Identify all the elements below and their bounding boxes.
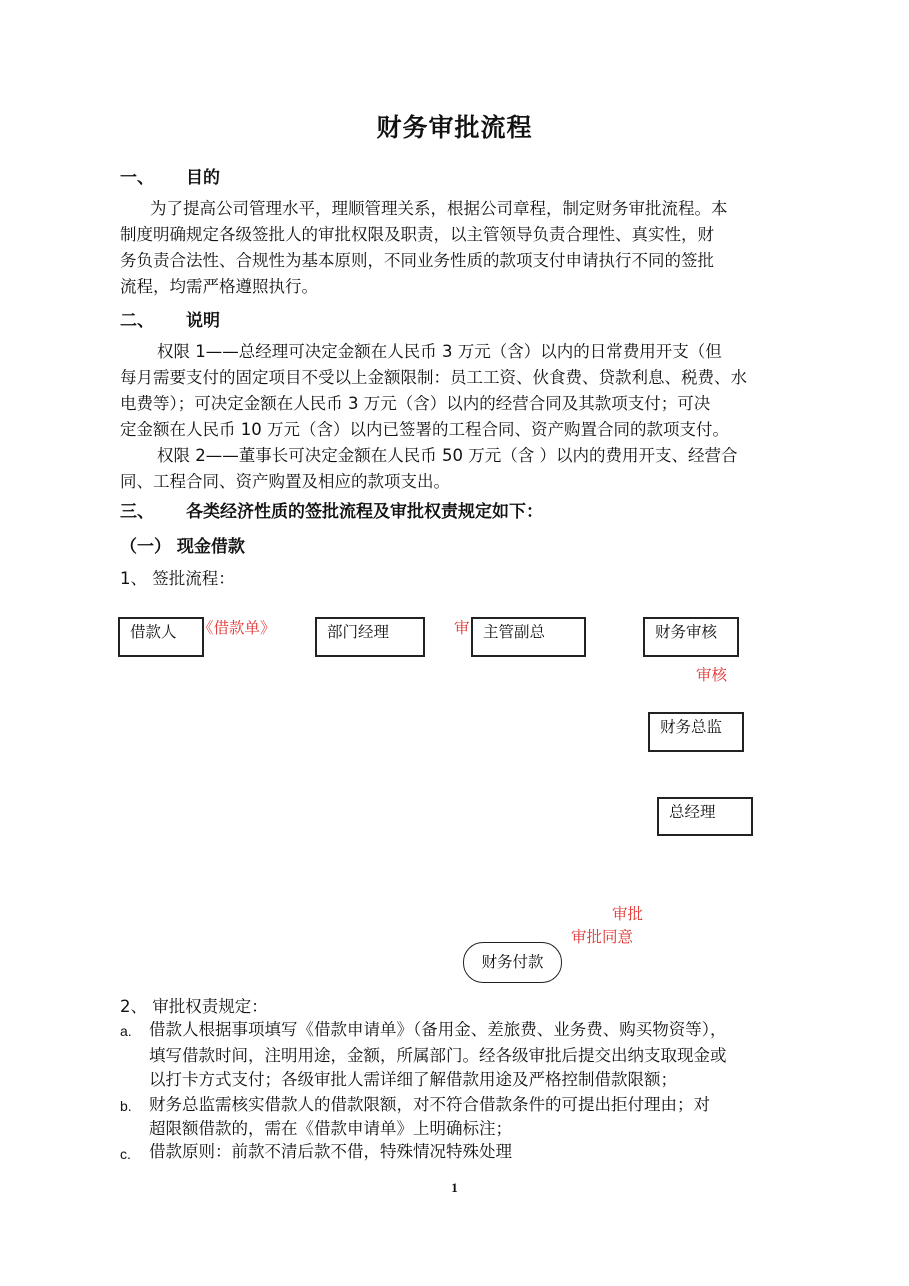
flow-label-approval-granted: 审批同意 (571, 928, 634, 946)
section-1-line-1: 为了提高公司管理水平，理顺管理关系，根据公司章程，制定财务审批流程。本 (150, 199, 728, 218)
rule-b-line-1: 财务总监需核实借款人的借款限额，对不符合借款条件的可提出拒付理由；对 (149, 1095, 710, 1114)
section-2-number: 二、 (120, 311, 154, 331)
section-3-number: 三、 (120, 502, 154, 522)
flow-label-approval: 审批 (612, 905, 644, 923)
section-1-heading: 目的 (186, 168, 220, 188)
flow-box-dept-manager: 部门经理 (315, 617, 425, 657)
rule-a-line-2: 填写借款时间，注明用途，金额，所属部门。经各级审批后提交出纳支取现金或 (149, 1046, 727, 1065)
rule-a-marker: a. (120, 1023, 132, 1039)
flow-label-review: 审核 (696, 666, 728, 684)
page-number: 1 (451, 1180, 458, 1195)
section-2-line-2: 每月需要支付的固定项目不受以上金额限制：员工工资、伙食费、贷款利息、税费、水 (120, 368, 747, 387)
flow-box-cfo: 财务总监 (648, 712, 744, 752)
rule-c-line-1: 借款原则：前款不清后款不借，特殊情况特殊处理 (149, 1142, 512, 1161)
section-2-line-1: 权限 1——总经理可决定金额在人民币 3 万元（含）以内的日常费用开支（但 (157, 342, 722, 361)
section-2-line-3: 电费等）；可决定金额在人民币 3 万元（含）以内的经营合同及其款项支付；可决 (120, 394, 711, 413)
section-1-line-4: 流程，均需严格遵照执行。 (120, 277, 318, 296)
section-2-heading: 说明 (186, 311, 220, 331)
section-1-line-3: 务负责合法性、合规性为基本原则，不同业务性质的款项支付申请执行不同的签批 (120, 251, 714, 270)
rule-b-line-2: 超限额借款的，需在《借款申请单》上明确标注； (149, 1119, 512, 1138)
rule-a-line-3: 以打卡方式支付；各级审批人需详细了解借款用途及严格控制借款限额； (149, 1070, 677, 1089)
section-1-line-2: 制度明确规定各级签批人的审批权限及职责，以主管领导负责合理性、真实性，财 (120, 225, 714, 244)
flow-box-finance-review: 财务审核 (643, 617, 739, 657)
flow-label-loan-form: 《借款单》 (198, 619, 276, 637)
rule-a-line-1: 借款人根据事项填写《借款申请单》（备用金、差旅费、业务费、购买物资等）， (149, 1020, 727, 1039)
subsection-heading: （一） 现金借款 (120, 537, 245, 557)
flow-box-borrower: 借款人 (118, 617, 204, 657)
rule-c-marker: c. (120, 1146, 131, 1162)
flow-step-heading: 1、 签批流程： (120, 569, 235, 588)
page-title: 财务审批流程 (376, 113, 533, 142)
section-3-heading: 各类经济性质的签批流程及审批权责规定如下： (186, 502, 543, 522)
section-1-number: 一、 (120, 168, 154, 188)
section-2-line-4: 定金额在人民币 10 万元（含）以内已签署的工程合同、资产购置合同的款项支付。 (120, 420, 729, 439)
flow-end-finance-payment: 财务付款 (463, 942, 562, 983)
section-2-line-5: 权限 2——董事长可决定金额在人民币 50 万元（含 ）以内的费用开支、经营合 (157, 446, 738, 465)
rules-heading: 2、 审批权责规定： (120, 997, 268, 1016)
flow-box-deputy-gm: 主管副总 (471, 617, 586, 657)
rule-b-marker: b. (120, 1098, 132, 1114)
section-2-line-6: 同、工程合同、资产购置及相应的款项支出。 (120, 472, 450, 491)
flow-box-general-manager: 总经理 (657, 797, 753, 836)
flow-label-approve-partial: 审 (454, 619, 470, 637)
